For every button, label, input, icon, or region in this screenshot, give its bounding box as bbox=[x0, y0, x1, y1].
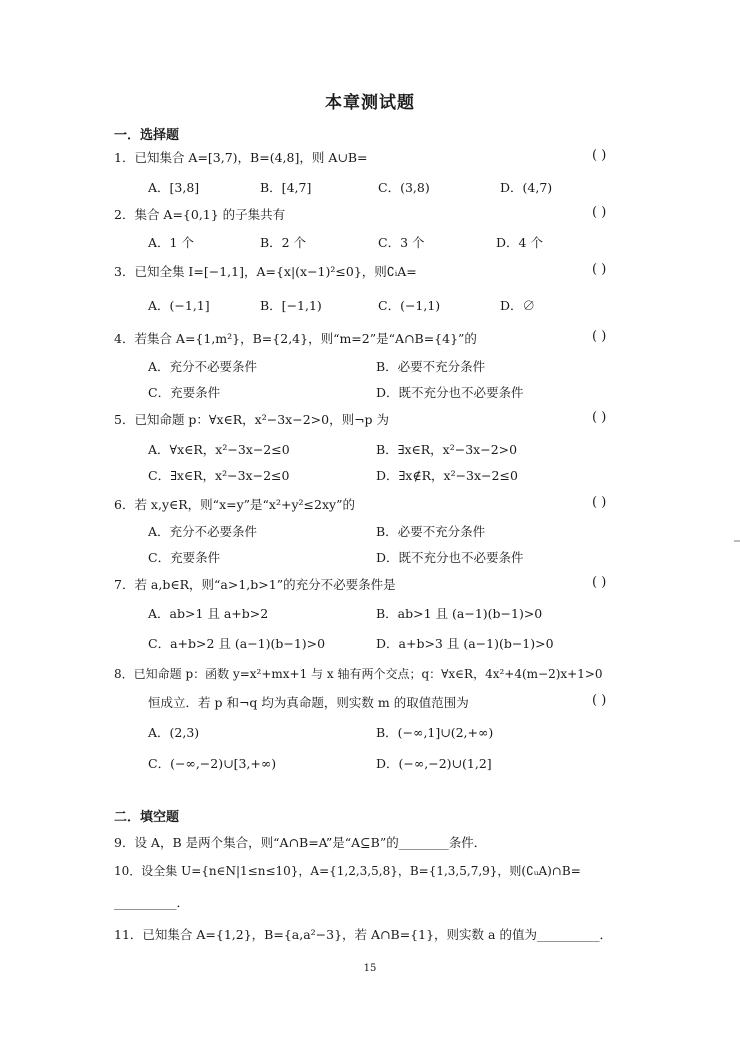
question-6-option-a: A．充分不必要条件 bbox=[148, 524, 258, 539]
question-9: 9．设 A，B 是两个集合，则“A∩B=A”是“A⊆B”的________条件． bbox=[114, 835, 487, 850]
question-8-option-d: D．(−∞,−2)∪(1,2] bbox=[376, 756, 492, 771]
question-1-option-a: A．[3,8] bbox=[148, 180, 200, 195]
scan-edge-mark bbox=[734, 540, 740, 542]
question-7-stem: 7．若 a,b∈R，则“a>1,b>1”的充分不必要条件是 bbox=[114, 577, 396, 592]
question-10-answer-blank: __________． bbox=[114, 895, 190, 910]
section-fill-heading: 二．填空题 bbox=[114, 810, 180, 825]
question-7-option-d: D．a+b>3 且 (a−1)(b−1)>0 bbox=[376, 636, 554, 651]
section-choice-heading: 一．选择题 bbox=[114, 128, 180, 143]
question-6-option-d: D．既不充分也不必要条件 bbox=[376, 550, 524, 565]
question-5-answer-paren: ( ) bbox=[592, 410, 607, 425]
question-7-option-b: B．ab>1 且 (a−1)(b−1)>0 bbox=[376, 606, 543, 621]
question-2-option-a: A．1 个 bbox=[148, 235, 194, 250]
question-5-stem: 5．已知命题 p：∀x∈R，x²−3x−2>0，则¬p 为 bbox=[114, 412, 390, 427]
question-3-option-a: A．(−1,1] bbox=[148, 298, 210, 313]
question-8-option-a: A．(2,3) bbox=[148, 725, 200, 740]
question-8-stem-continued: 恒成立．若 p 和¬q 均为真命题，则实数 m 的取值范围为 bbox=[148, 695, 469, 710]
question-8-option-b: B．(−∞,1]∪(2,+∞) bbox=[376, 725, 494, 740]
question-6-stem: 6．若 x,y∈R，则“x=y”是“x²+y²≤2xy”的 bbox=[114, 497, 355, 512]
question-1-stem: 1．已知集合 A=[3,7)，B=(4,8]，则 A∪B= bbox=[114, 150, 368, 165]
question-1-option-d: D．(4,7) bbox=[500, 180, 553, 195]
question-1-option-b: B．[4,7] bbox=[260, 180, 312, 195]
question-11: 11．已知集合 A={1,2}，B={a,a²−3}，若 A∩B={1}，则实数 a 的值为__________． bbox=[114, 927, 612, 942]
question-2-stem: 2．集合 A={0,1} 的子集共有 bbox=[114, 207, 286, 222]
question-4-stem: 4．若集合 A={1,m²}，B={2,4}，则“m=2”是“A∩B={4}”的 bbox=[114, 331, 477, 346]
question-6-option-c: C．充要条件 bbox=[148, 550, 221, 565]
question-2-option-b: B．2 个 bbox=[260, 235, 307, 250]
question-4-option-b: B．必要不充分条件 bbox=[376, 359, 486, 374]
page-title: 本章测试题 bbox=[325, 93, 415, 113]
question-5-option-b: B．∃x∈R，x²−3x−2>0 bbox=[376, 442, 518, 457]
question-4-answer-paren: ( ) bbox=[592, 329, 607, 344]
question-3-option-c: C．(−1,1) bbox=[378, 298, 441, 313]
question-4-option-a: A．充分不必要条件 bbox=[148, 359, 258, 374]
question-3-option-d: D．∅ bbox=[500, 298, 536, 313]
question-4-option-c: C．充要条件 bbox=[148, 385, 221, 400]
question-4-option-d: D．既不充分也不必要条件 bbox=[376, 385, 524, 400]
question-6-answer-paren: ( ) bbox=[592, 495, 607, 510]
question-2-option-c: C．3 个 bbox=[378, 235, 425, 250]
question-5-option-d: D．∃x∉R，x²−3x−2≤0 bbox=[376, 468, 518, 483]
question-3-stem: 3．已知全集 I=[−1,1]，A={x|(x−1)²≤0}，则∁ᵢA= bbox=[114, 264, 417, 279]
question-8-answer-paren: ( ) bbox=[592, 693, 607, 708]
question-1-option-c: C．(3,8) bbox=[378, 180, 430, 195]
question-6-option-b: B．必要不充分条件 bbox=[376, 524, 486, 539]
question-5-option-a: A．∀x∈R，x²−3x−2≤0 bbox=[148, 442, 290, 457]
question-3-answer-paren: ( ) bbox=[592, 262, 607, 277]
question-7-option-a: A．ab>1 且 a+b>2 bbox=[148, 606, 269, 621]
question-3-option-b: B．[−1,1) bbox=[260, 298, 322, 313]
question-2-option-d: D．4 个 bbox=[496, 235, 543, 250]
question-8-stem: 8．已知命题 p：函数 y=x²+mx+1 与 x 轴有两个交点；q：∀x∈R，4x²+4(m−2)x+1>0 bbox=[114, 667, 603, 681]
question-7-option-c: C．a+b>2 且 (a−1)(b−1)>0 bbox=[148, 636, 326, 651]
page-number: 15 bbox=[363, 963, 377, 974]
question-1-answer-paren: ( ) bbox=[592, 148, 607, 163]
question-5-option-c: C．∃x∈R，x²−3x−2≤0 bbox=[148, 468, 290, 483]
question-7-answer-paren: ( ) bbox=[592, 575, 607, 590]
question-2-answer-paren: ( ) bbox=[592, 205, 607, 220]
question-10: 10．设全集 U={n∈N|1≤n≤10}，A={1,2,3,5,8}，B={1,3,5,7,9}，则(∁ᵤA)∩B= bbox=[114, 864, 581, 878]
question-8-option-c: C．(−∞,−2)∪[3,+∞) bbox=[148, 756, 277, 771]
